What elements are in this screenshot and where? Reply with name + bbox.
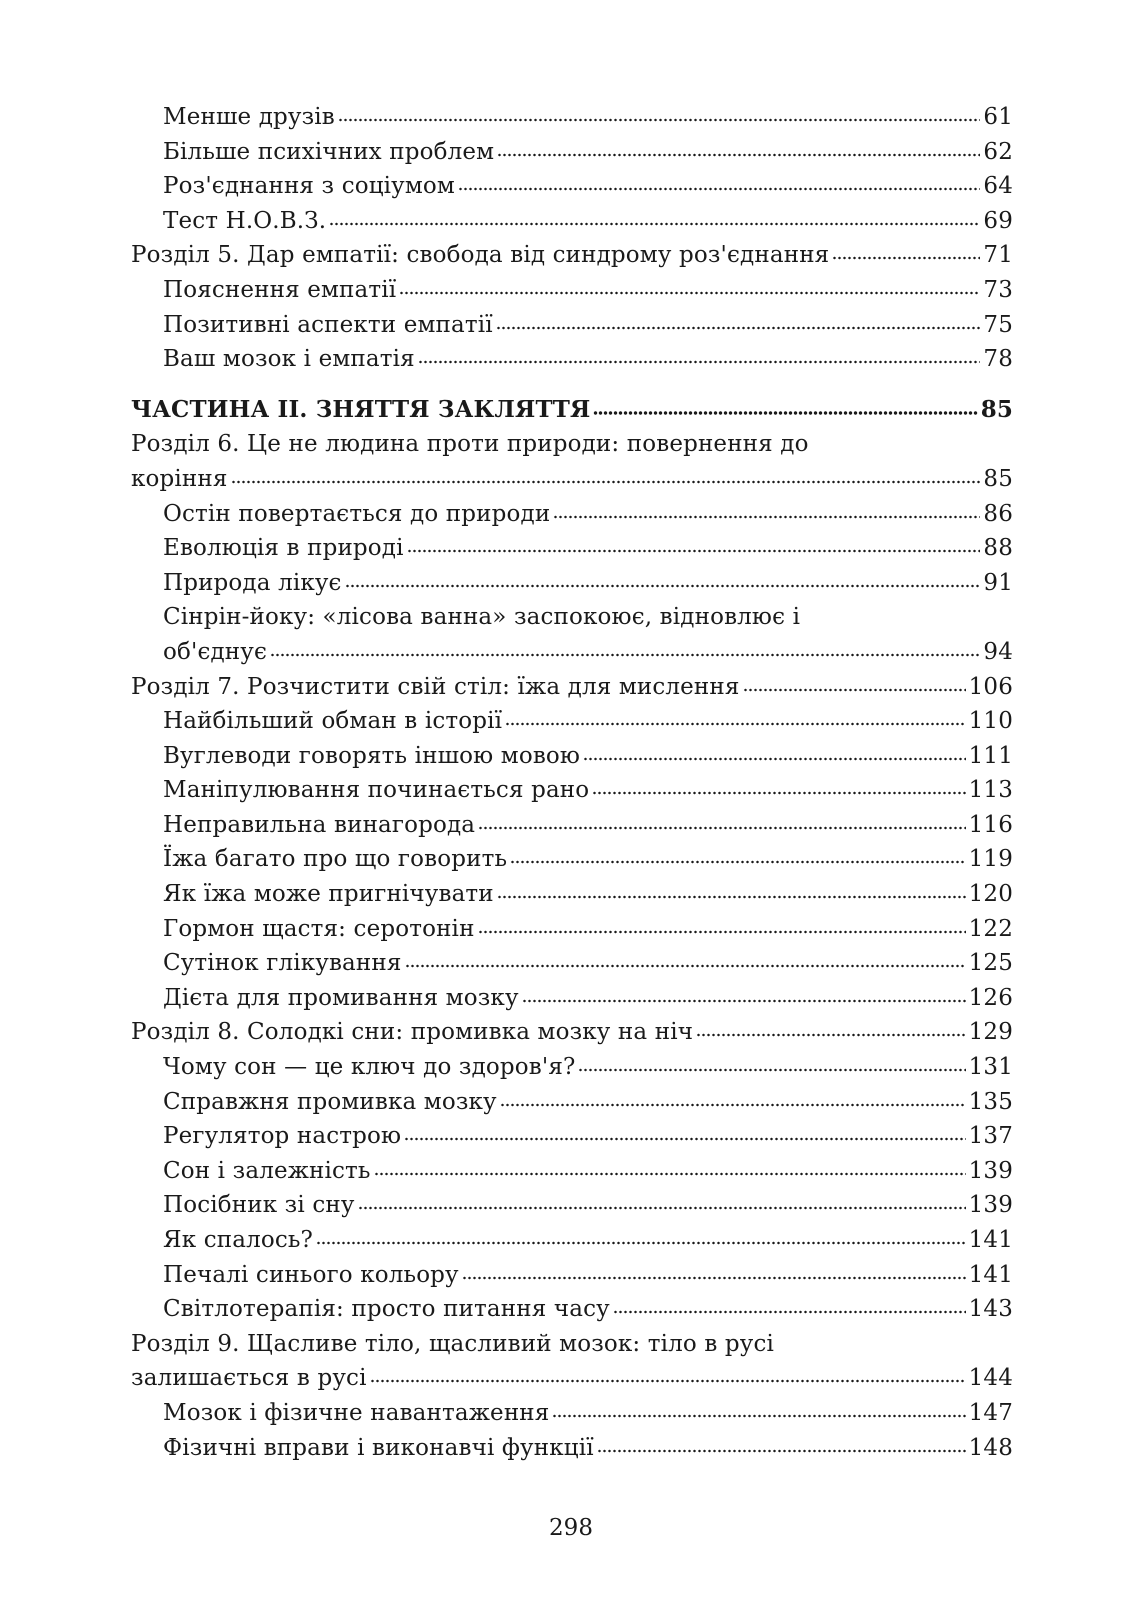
table-of-contents	[131, 100, 1013, 1465]
dot-leader	[522, 998, 966, 1004]
dot-leader	[583, 756, 966, 762]
toc-entry-page: 106	[968, 673, 1013, 700]
dot-leader	[552, 1413, 965, 1419]
toc-entry-title: Як їжа може пригнічувати	[163, 881, 494, 908]
toc-chapter-entry	[131, 1361, 1013, 1396]
toc-entry-title: Гормон щастя: серотонін	[163, 915, 475, 942]
toc-entry-page: 85	[980, 395, 1013, 423]
toc-section-entry	[131, 1396, 1013, 1431]
toc-section-entry	[131, 1085, 1013, 1120]
toc-entry-page: 88	[983, 535, 1013, 562]
dot-leader	[231, 479, 981, 485]
dot-leader	[578, 1067, 965, 1073]
toc-section-entry	[131, 1258, 1013, 1293]
toc-entry-page: 129	[968, 1019, 1013, 1046]
toc-entry-page: 113	[968, 777, 1013, 804]
dot-leader	[497, 894, 966, 900]
toc-entry-title: Сінрін-йоку: «лісова ванна» заспокоює, відновлює і	[163, 604, 801, 631]
dot-leader	[505, 721, 966, 727]
toc-entry-title: Тест Н.О.В.З.	[163, 207, 327, 234]
dot-leader	[358, 1205, 966, 1211]
toc-entry-page: 110	[968, 708, 1013, 735]
toc-section-entry	[131, 1119, 1013, 1154]
toc-section-entry	[131, 497, 1013, 532]
toc-entry-page: 148	[968, 1434, 1013, 1461]
dot-leader	[407, 548, 981, 554]
toc-entry-page: 135	[968, 1088, 1013, 1115]
toc-entry-page: 139	[968, 1157, 1013, 1184]
toc-section-entry	[131, 912, 1013, 947]
toc-section-entry	[131, 273, 1013, 308]
toc-entry-title: Посібник зі сну	[163, 1192, 355, 1219]
toc-section-entry	[131, 204, 1013, 239]
dot-leader	[404, 1136, 965, 1142]
toc-entry-title: Ваш мозок і емпатія	[163, 346, 415, 373]
toc-entry-title: Як спалось?	[163, 1227, 314, 1253]
toc-section-entry	[131, 1223, 1013, 1258]
toc-section-entry	[131, 342, 1013, 377]
toc-entry-title: Розділ 7. Розчистити свій стіл: їжа для мислення	[131, 673, 740, 700]
toc-entry-page: 91	[983, 569, 1013, 596]
toc-entry-page: 143	[968, 1296, 1013, 1323]
toc-chapter-entry	[131, 462, 1013, 497]
toc-entry-title: Сутінок глікування	[163, 950, 402, 977]
dot-leader	[478, 929, 966, 935]
toc-section-entry	[131, 635, 1013, 670]
dot-leader	[510, 859, 966, 865]
toc-entry-page: 94	[983, 638, 1013, 665]
toc-section-entry	[131, 946, 1013, 981]
toc-entry-page: 141	[968, 1261, 1013, 1288]
toc-entry-page: 73	[983, 276, 1013, 303]
toc-section-entry	[131, 169, 1013, 204]
dot-leader	[345, 583, 981, 589]
toc-entry-title: Розділ 9. Щасливе тіло, щасливий мозок: тіло в русі	[131, 1330, 775, 1357]
toc-section-entry	[131, 842, 1013, 877]
toc-entry-page: 125	[968, 950, 1013, 977]
toc-entry-page: 86	[983, 500, 1013, 527]
dot-leader	[374, 1171, 966, 1177]
toc-entry-title: Розділ 8. Солодкі сни: промивка мозку на ніч	[131, 1019, 694, 1046]
toc-section-entry	[131, 877, 1013, 912]
toc-part-heading	[131, 393, 1013, 428]
toc-entry-page: 119	[968, 846, 1013, 873]
toc-section-entry	[131, 600, 1013, 635]
toc-entry-title: Сон і залежність	[163, 1157, 371, 1184]
dot-leader	[399, 290, 980, 296]
toc-entry-title: Чому сон — це ключ до здоров'я?	[163, 1054, 576, 1081]
toc-entry-title: Справжня промивка мозку	[163, 1088, 497, 1115]
dot-leader	[497, 152, 980, 158]
toc-entry-page: 69	[983, 207, 1013, 234]
toc-entry-title: Неправильна винагорода	[163, 811, 476, 838]
toc-entry-page: 141	[968, 1227, 1013, 1253]
toc-entry-page: 71	[983, 242, 1013, 269]
toc-entry-title: Найбільший обман в історії	[163, 708, 503, 735]
toc-section-entry	[131, 1050, 1013, 1085]
dot-leader	[462, 1275, 966, 1281]
toc-entry-title: залишається в русі	[131, 1365, 367, 1392]
dot-leader	[338, 117, 981, 123]
toc-entry-title: Роз'єднання з соціумом	[163, 173, 455, 200]
dot-leader	[500, 1102, 966, 1108]
toc-entry-title: Регулятор настрою	[163, 1123, 402, 1150]
toc-entry-title: Менше друзів	[163, 104, 335, 130]
toc-entry-title: Маніпулювання починається рано	[163, 777, 590, 804]
toc-entry-page: 61	[983, 104, 1013, 130]
dot-leader	[316, 1240, 966, 1246]
dot-leader	[597, 1448, 966, 1454]
toc-entry-page: 147	[968, 1399, 1013, 1426]
dot-leader	[418, 359, 981, 365]
toc-section-entry	[131, 1154, 1013, 1189]
toc-entry-page: 131	[968, 1054, 1013, 1081]
toc-entry-title: Пояснення емпатії	[163, 276, 397, 303]
toc-section-entry	[131, 704, 1013, 739]
toc-entry-title: Розділ 5. Дар емпатії: свобода від синдрому роз'єднання	[131, 242, 830, 269]
toc-entry-page: 62	[983, 138, 1013, 165]
dot-leader	[613, 1309, 966, 1315]
dot-leader	[696, 1032, 966, 1038]
toc-entry-page: 126	[968, 984, 1013, 1011]
toc-section-entry	[131, 1188, 1013, 1223]
toc-entry-title: Фізичні вправи і виконавчі функції	[163, 1434, 594, 1461]
toc-section-entry	[131, 308, 1013, 343]
dot-leader	[832, 255, 980, 261]
dot-leader	[458, 186, 980, 192]
toc-entry-title: об'єднує	[163, 638, 268, 665]
toc-entry-title: Розділ 6. Це не людина проти природи: повернення до	[131, 431, 809, 458]
dot-leader	[370, 1378, 966, 1384]
toc-entry-page: 116	[968, 811, 1013, 838]
toc-entry-page: 78	[983, 346, 1013, 373]
toc-entry-page: 139	[968, 1192, 1013, 1219]
toc-entry-title: Дієта для промивання мозку	[163, 984, 519, 1011]
toc-entry-page: 75	[983, 311, 1013, 338]
toc-chapter-entry	[131, 238, 1013, 273]
toc-chapter-entry	[131, 1015, 1013, 1050]
toc-entry-title: Світлотерапія: просто питання часу	[163, 1296, 610, 1323]
dot-leader	[496, 325, 981, 331]
toc-entry-title: ЧАСТИНА II. ЗНЯТТЯ ЗАКЛЯТТЯ	[131, 395, 591, 423]
toc-entry-page: 64	[983, 173, 1013, 200]
dot-leader	[743, 687, 966, 693]
dot-leader	[553, 514, 980, 520]
dot-leader	[329, 221, 980, 227]
toc-section-entry	[131, 739, 1013, 774]
toc-chapter-entry	[131, 1327, 1013, 1362]
toc-entry-title: коріння	[131, 465, 228, 492]
toc-entry-page: 120	[968, 881, 1013, 908]
toc-entry-page: 85	[983, 465, 1013, 492]
toc-entry-page: 122	[968, 915, 1013, 942]
dot-leader	[592, 790, 965, 796]
toc-chapter-entry	[131, 427, 1013, 462]
toc-section-entry	[131, 773, 1013, 808]
toc-entry-title: Більше психічних проблем	[163, 138, 495, 165]
dot-leader	[478, 825, 965, 831]
toc-entry-title: Мозок і фізичне навантаження	[163, 1399, 550, 1426]
toc-section-entry	[131, 566, 1013, 601]
toc-entry-title: Природа лікує	[163, 569, 342, 596]
toc-entry-title: Вуглеводи говорять іншою мовою	[163, 742, 581, 769]
toc-section-entry	[131, 135, 1013, 170]
toc-entry-page: 111	[968, 742, 1013, 769]
toc-entry-title: Позитивні аспекти емпатії	[163, 311, 493, 338]
toc-entry-title: Печалі синього кольору	[163, 1261, 459, 1288]
toc-section-entry	[131, 808, 1013, 843]
page-number: 298	[549, 1515, 593, 1541]
toc-section-entry	[131, 100, 1013, 135]
toc-section-entry	[131, 1431, 1013, 1466]
toc-section-entry	[131, 1292, 1013, 1327]
dot-leader	[270, 652, 980, 658]
toc-entry-page: 144	[968, 1365, 1013, 1392]
toc-entry-title: Остін повертається до природи	[163, 500, 551, 527]
dot-leader	[405, 963, 966, 969]
toc-entry-title: Еволюція в природі	[163, 535, 404, 562]
toc-section-entry	[131, 981, 1013, 1016]
toc-entry-page: 137	[968, 1123, 1013, 1150]
toc-entry-title: Їжа багато про що говорить	[163, 846, 508, 873]
dot-leader	[593, 410, 977, 416]
toc-section-entry	[131, 531, 1013, 566]
toc-chapter-entry	[131, 670, 1013, 705]
